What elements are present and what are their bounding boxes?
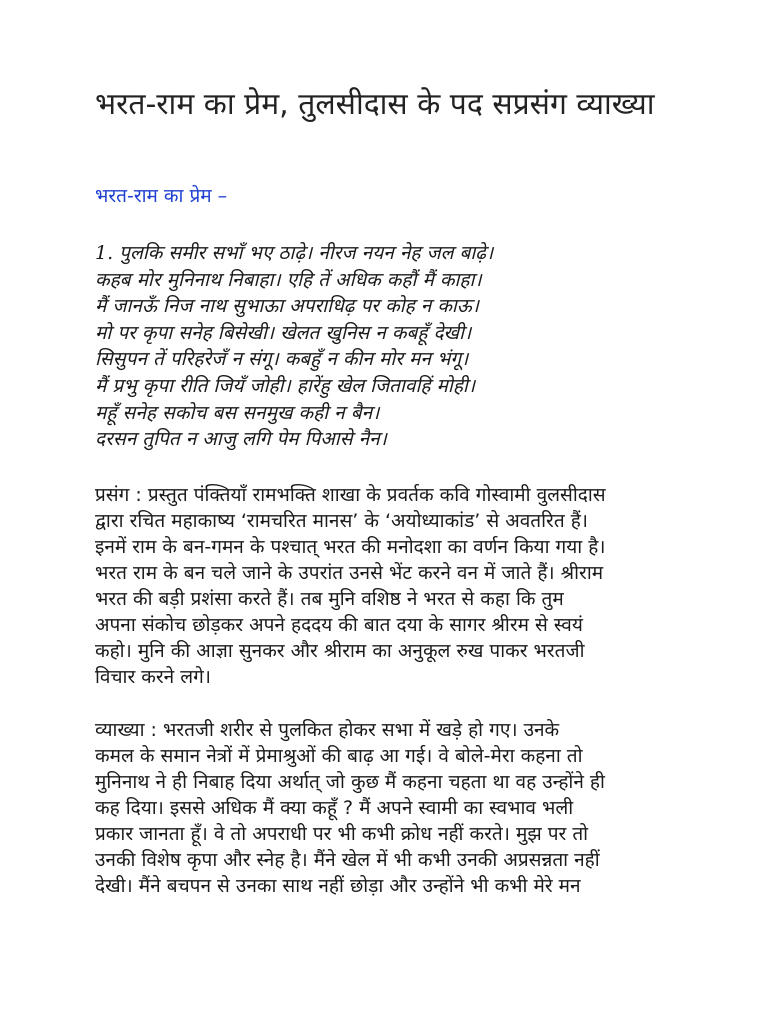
verse-line: सिसुपन तें परिहरेजँ न संगू। कबहुँ न कीन मोर मन भंगू। <box>95 348 469 371</box>
verse-line: मैं प्रभु कृपा रीति जियँ जोही। हारेंहु खेल जितावहिं मोही। <box>95 374 476 397</box>
paragraph-line: अपना संकोच छोड़कर अपने हददय की बात दया के सागर श्रीरम से स्वयं <box>95 614 583 636</box>
verse-line: कहब मोर मुनिनाथ निबाहा। एहि तें अधिक कहौं मैं काहा। <box>95 268 482 291</box>
verse-line: दरसन तुपित न आजु लगि पेम पिआसे नैन। <box>95 428 387 451</box>
verse-line: मैं जानऊँ निज नाथ सुभाऊा अपराधिढ़ पर कोह न काऊ। <box>95 295 479 318</box>
paragraph-line: भरत राम के बन चले जाने के उपरांत उनसे भेंट करने वन में जाते हैं। श्रीराम <box>95 562 604 584</box>
paragraph-line: उनकी विशेष कृपा और स्नेह है। मैंने खेल में भी कभी उनकी अप्रसन्नता नहीं <box>95 849 600 871</box>
prasang-paragraph <box>95 482 695 690</box>
verse-line: महूँ सनेह सकोच बस सनमुख कही न बैन। <box>95 401 380 424</box>
paragraph-line: प्रकार जानता हूँ। वे तो अपराधी पर भी कभी क्रोध नहीं करते। मुझ पर तो <box>95 823 589 845</box>
vyakhya-paragraph <box>95 717 695 899</box>
paragraph-line: भरत की बड़ी प्रशंसा करते हैं। तब मुनि वशिष्ठ ने भरत से कहा कि तुम <box>95 588 564 610</box>
paragraph-line: मुनिनाथ ने ही निबाह दिया अर्थात् जो कुछ मैं कहना चहता था वह उन्होंने ही <box>95 771 605 793</box>
paragraph-line: कह दिया। इससे अधिक मैं क्या कहूँ ? मैं अपने स्वामी का स्वभाव भली <box>95 797 574 819</box>
paragraph-line: कमल के समान नेत्रों में प्रेमाश्रुओं की बाढ़ आ गई। वे बोले-मेरा कहना तो <box>95 745 583 767</box>
paragraph-line: कहो। मुनि की आज्ञा सुनकर और श्रीराम का अनुकूल रुख पाकर भरतजी <box>95 640 585 662</box>
paragraph-line: प्रसंग : प्रस्तुत पंक्तियाँ रामभक्ति शाखा के प्रवर्तक कवि गोस्वामी वुलसीदास <box>95 484 606 506</box>
section-subtitle: भरत-राम का प्रेम – <box>95 185 228 207</box>
paragraph-line: व्याख्या : भरतजी शरीर से पुलकित होकर सभा में खड़े हो गए। उनके <box>95 719 560 741</box>
verse-line: मो पर कृपा सनेह बिसेखी। खेलत खुनिस न कबहूँ देखी। <box>95 321 472 344</box>
verse-line: 1. पुलकि समीर सभाँ भए ठाढ़े। नीरज नयन नेह जल बाढ़े। <box>95 242 494 264</box>
page-title: भरत-राम का प्रेम, तुलसीदास के पद सप्रसंग व्याख्या <box>95 87 655 122</box>
verse-block <box>95 240 715 453</box>
paragraph-line: देखी। मैंने बचपन से उनका साथ नहीं छोड़ा और उन्होंने भी कभी मेरे मन <box>95 875 581 897</box>
paragraph-line: इनमें राम के बन-गमन के पश्चात् भरत की मनोदशा का वर्णन किया गया है। <box>95 536 606 558</box>
paragraph-line: द्वारा रचित महाकाष्य ‘रामचरित मानस’ के ‘अयोध्याकांड’ से अवतरित हैं। <box>95 510 588 532</box>
paragraph-line: विचार करने लगे। <box>95 666 212 688</box>
